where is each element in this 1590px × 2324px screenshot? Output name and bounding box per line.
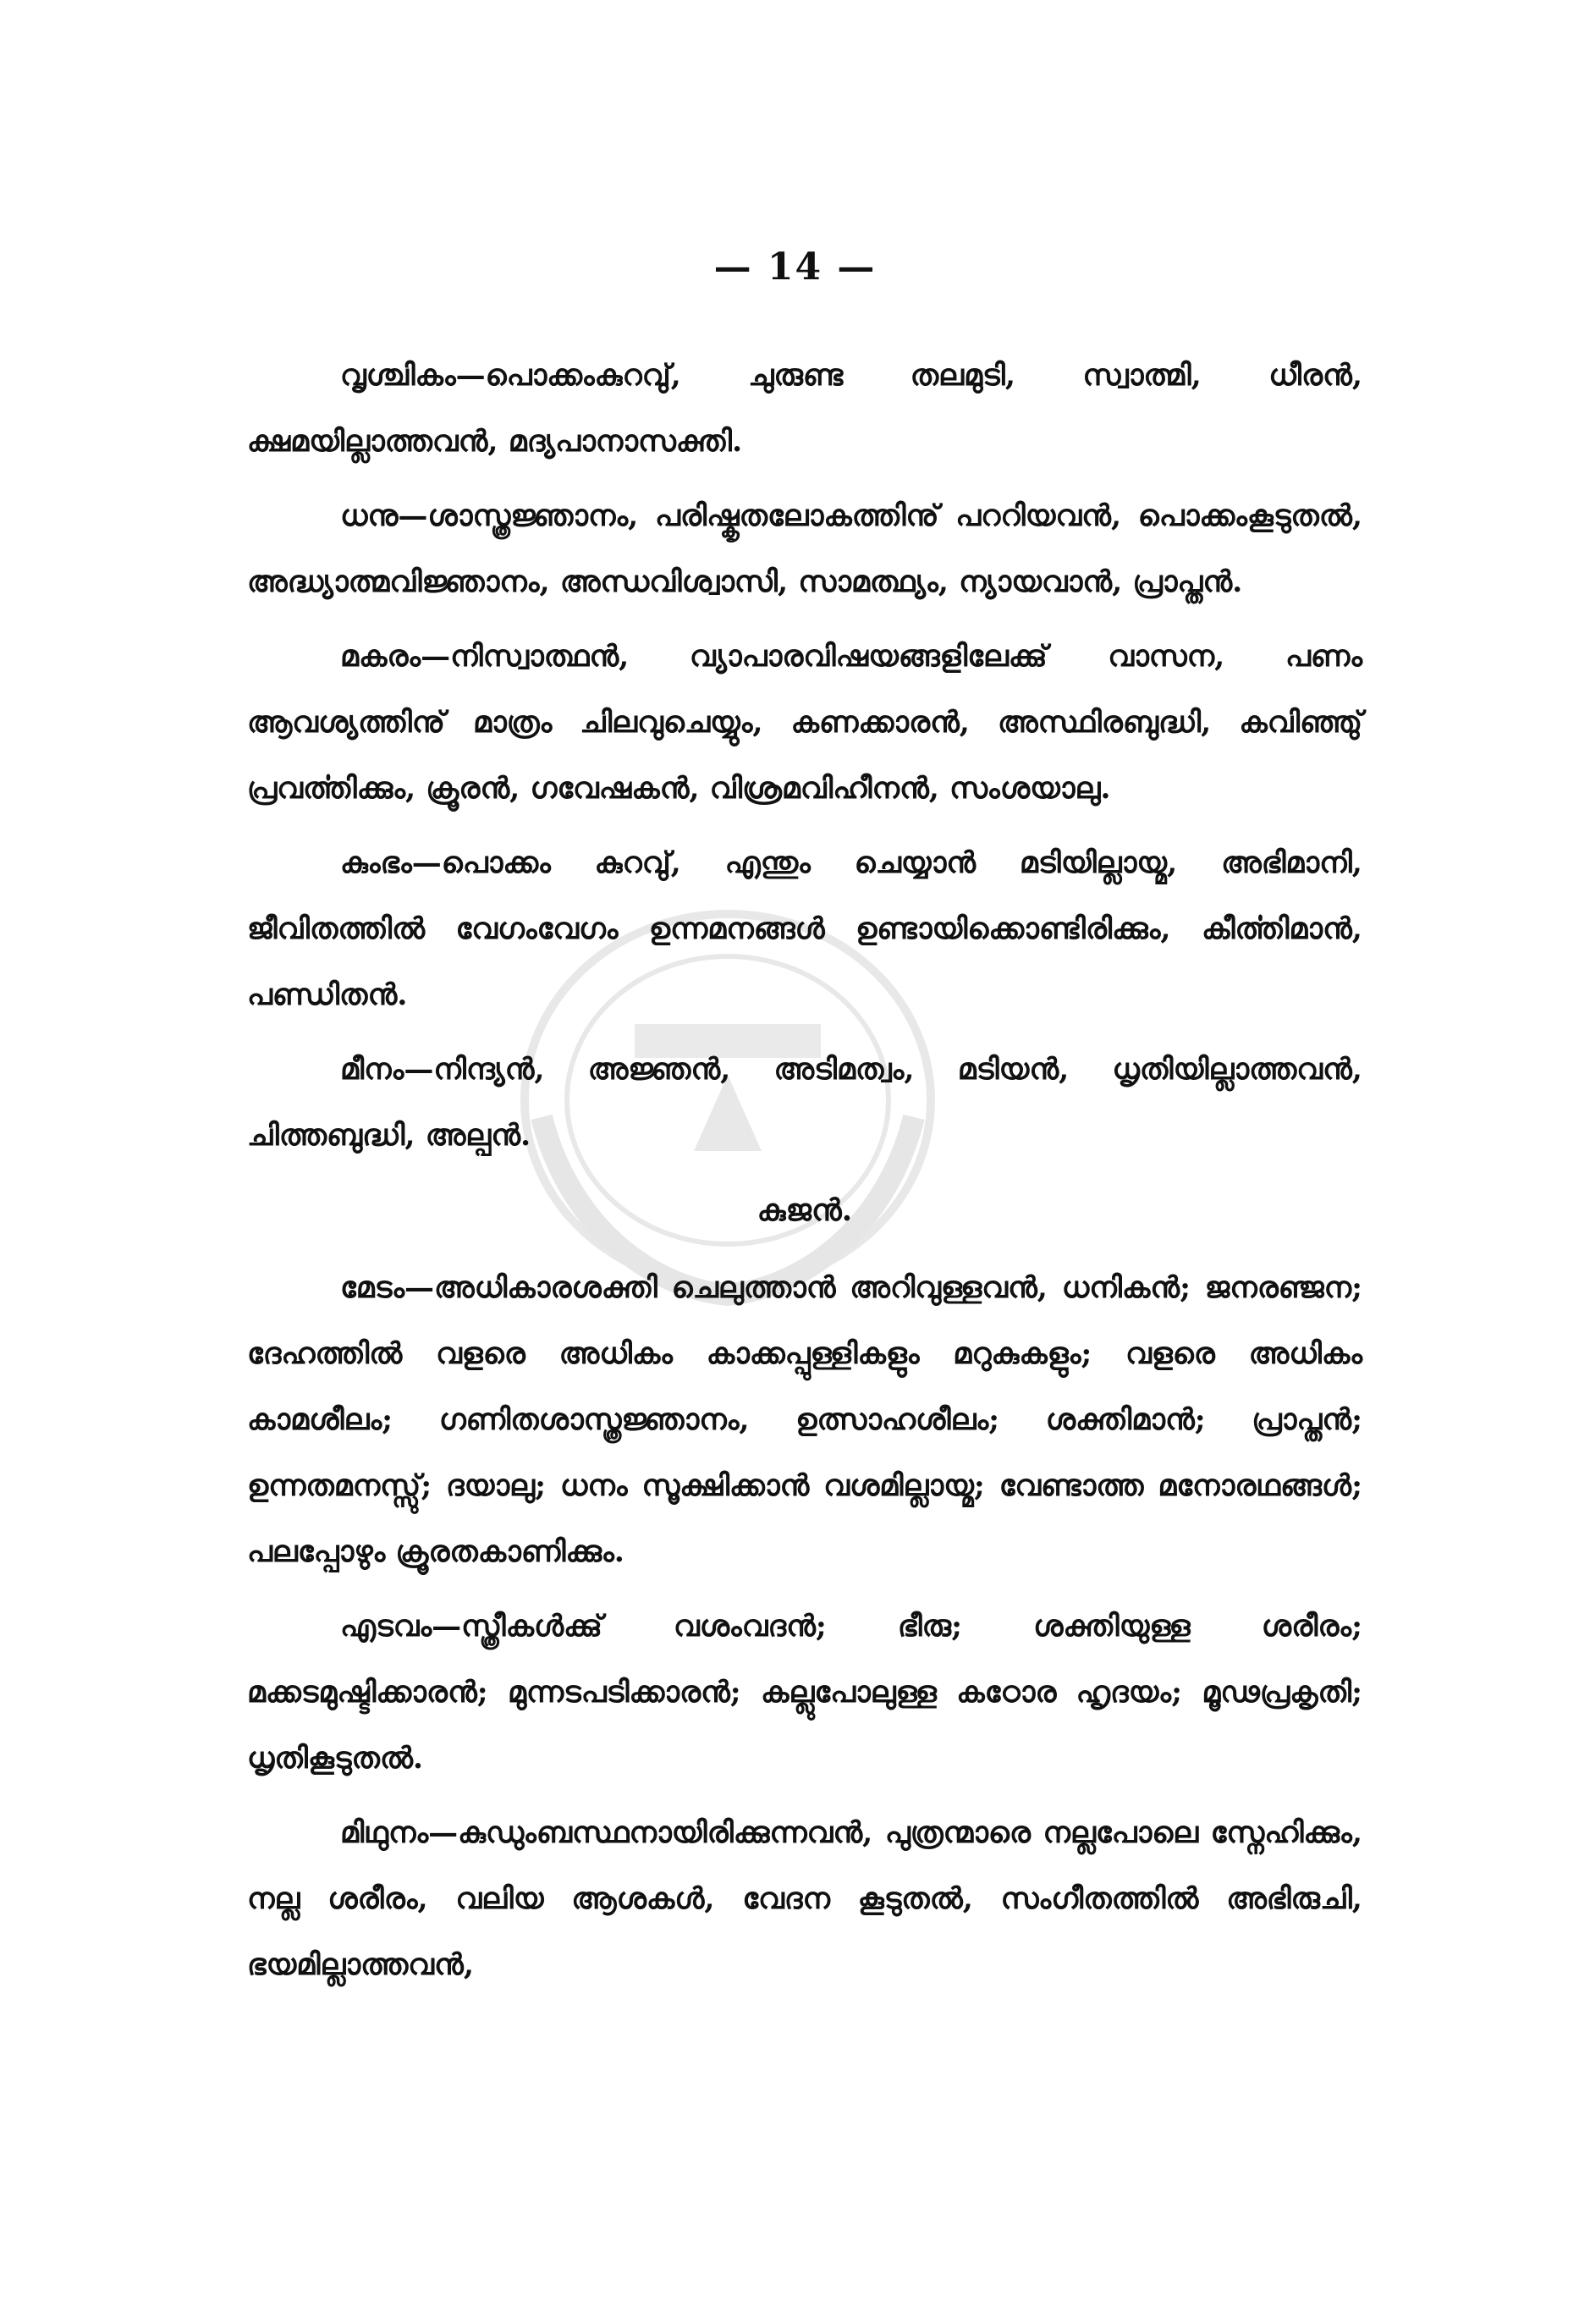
paragraph-mithunam: മിഥുനം—കുഡുംബസ്ഥനായിരിക്കുന്നവൻ, പുത്രന്മാരെ നല്ലപോലെ സ്നേഹിക്കും, നല്ല ശരീരം, വലിയ ആശകൾ, വേദന കൂടുതൽ, സംഗീതത്തിൽ അഭിരുചി, ഭയമില്ലാത്തവൻ, (247, 1815, 1362, 1982)
section-heading-kujan: കുജൻ. (756, 1192, 853, 1228)
paragraph-kumbham: കുംഭം—പൊക്കം കുറവു്, എന്തും ചെയ്യാൻ മടിയില്ലായ്മ, അഭിമാനി, ജീവിതത്തിൽ വേഗംവേഗം ഉന്നമനങ്ങൾ ഉണ്ടായിക്കൊണ്ടിരിക്കും, കീൎത്തിമാൻ, പണ്ഡിതൻ. (247, 845, 1362, 1012)
page-number: — 14 — (713, 245, 877, 289)
paragraph-dhanu: ധനു—ശാസ്ത്രജ്ഞാനം, പരിഷ്കൃതലോകത്തിനു് പററിയവൻ, പൊക്കംകൂടുതൽ, അദ്ധ്യാത്മവിജ്ഞാനം, അന്ധവിശ്വാസി, സാമത്ഥ്യം, ന്യായവാൻ, പ്രാപ്തൻ. (247, 498, 1362, 599)
paragraph-vrischikam: വൃശ്ചികം—പൊക്കംകുറവു്, ചുരുണ്ട തലമുടി, സ്വാത്മി, ധീരൻ, ക്ഷമയില്ലാത്തവൻ, മദ്യപാനാസക്തി. (247, 358, 1362, 459)
main-text (247, 343, 1362, 2007)
paragraph-makaram: മകരം—നിസ്വാത്ഥൻ, വ്യാപാരവിഷയങ്ങളിലേക്കു് വാസന, പണം ആവശ്യത്തിനു് മാത്രം ചിലവുചെയ്യും, കണക്കാരൻ, അസ്ഥിരബുദ്ധി, കവിഞ്ഞു് പ്രവൎത്തിക്കും, ക്രൂരൻ, ഗവേഷകൻ, വിശ്രമവിഹീനൻ, സംശയാലു. (247, 639, 1362, 806)
paragraph-meenam: മീനം—നിന്ദ്യൻ, അജ്ഞൻ, അടിമത്വം, മടിയൻ, ധൃതിയില്ലാത്തവൻ, ചിത്തബുദ്ധി, അല്പൻ. (247, 1052, 1362, 1153)
paragraph-medam: മേടം—അധികാരശക്തി ചെലുത്താൻ അറിവുള്ളവൻ, ധനികൻ; ജനരഞ്ജന; ദേഹത്തിൽ വളരെ അധികം കാക്കപ്പുള്ളികളും മറുകുകളും; വളരെ അധികം കാമശീലം; ഗണിതശാസ്ത്രജ്ഞാനം, ഉത്സാഹശീലം; ശക്തിമാൻ; പ്രാപ്തൻ; ഉന്നതമനസ്സു്; ദയാലു; ധനം സൂക്ഷിക്കാൻ വശമില്ലായ്മ; വേണ്ടാത്ത മനോരഥങ്ങൾ; പലപ്പോഴും ക്രൂരതകാണിക്കും. (247, 1270, 1362, 1569)
paragraph-edavam: എടവം—സ്ത്രീകൾക്കു് വശംവദൻ; ഭീരു; ശക്തിയുള്ള ശരീരം; മക്കടമുഷ്ടിക്കാരൻ; മുന്നടപടിക്കാരൻ; കല്ലുപോലുള്ള കഠോര ഹൃദയം; മൂഢപ്രകൃതി; ധൃതികൂടുതൽ. (247, 1609, 1362, 1776)
